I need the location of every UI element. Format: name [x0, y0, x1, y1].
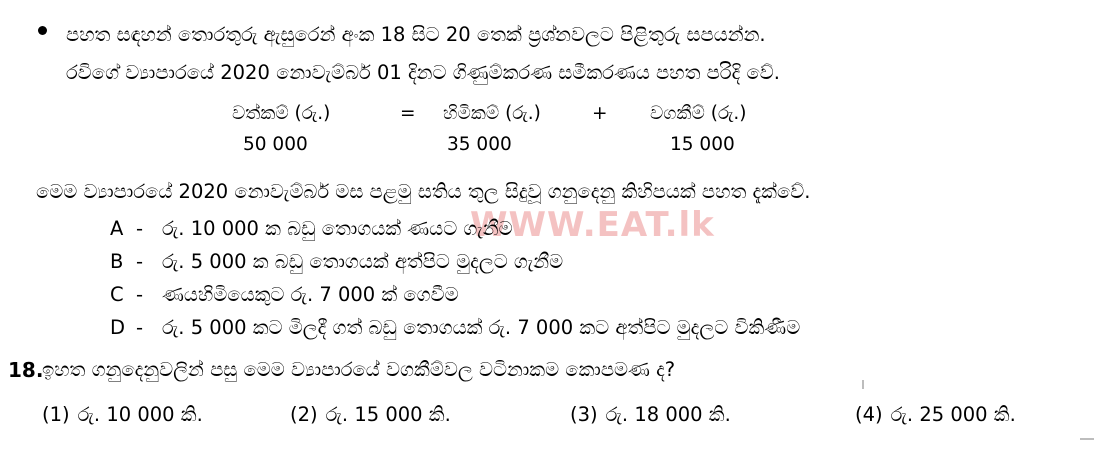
equation-equals-sign: =: [400, 103, 416, 124]
answer-option-1[interactable]: [42, 403, 203, 426]
list-item-letter: D: [110, 316, 126, 339]
equation-plus-sign: +: [592, 103, 608, 124]
watermark-text: WWW.EAT.lk: [470, 205, 715, 245]
answer-option-2-number: (2): [290, 403, 318, 426]
list-item: [110, 316, 800, 339]
list-item: [110, 250, 563, 273]
bullet-point-icon: [38, 26, 47, 35]
answer-option-4-number: (4): [855, 403, 883, 426]
list-item-letter: A: [110, 217, 124, 240]
answer-option-4[interactable]: [855, 403, 1016, 426]
answer-option-3[interactable]: [570, 403, 731, 426]
answer-option-4-text: රු. 25 000 කි.: [890, 403, 1016, 426]
scan-artifact-mark: [1080, 438, 1094, 440]
scan-artifact-mark: [862, 380, 864, 389]
answer-option-1-number: (1): [42, 403, 70, 426]
list-item-dash: -: [136, 316, 144, 339]
answer-option-3-text: රු. 18 000 කි.: [605, 403, 731, 426]
list-item-dash: -: [136, 250, 144, 273]
list-item-letter: B: [110, 250, 124, 273]
intro-line-2: රවිගේ ව්‍යාපාරයේ 2020 නොවැම්බර් 01 දිනට ගිණුම්කරණ සමීකරණය පහත පරිදි වේ.: [66, 61, 780, 84]
answer-option-2-text: රු. 15 000 කි.: [325, 403, 451, 426]
answer-option-3-number: (3): [570, 403, 598, 426]
equation-liabilities-label: වගකීම් (රු.): [650, 103, 747, 124]
list-item-text: රු. 5 000 ක බඩු තොගයක් අත්පිට මුදලට ගැනීම: [162, 250, 564, 273]
question-text: ඉහත ගනුදෙනුවලින් පසු මෙම ව්‍යාපාරයේ වගකීම්වල වටිනාකම කොපමණ ද?: [42, 358, 676, 381]
equation-liabilities-value: 15 000: [670, 134, 735, 155]
equation-equity-label: හිමිකම් (රු.): [443, 103, 541, 124]
equation-equity-value: 35 000: [447, 134, 512, 155]
list-item-text: ණයහිමියෙකුට රු. 7 000 ක් ගෙවීම: [162, 283, 459, 306]
list-item-text: රු. 5 000 කට මිලදී ගත් බඩු තොගයක් රු. 7 000 කට අත්පිට මුදලට විකිණීම: [162, 316, 801, 339]
list-item-text: රු. 10 000 ක බඩු තොගයක් ණයට ගැනීම: [162, 217, 513, 240]
answer-option-2[interactable]: [290, 403, 451, 426]
list-item: [110, 283, 459, 306]
list-item-letter: C: [110, 283, 124, 306]
list-item-dash: -: [136, 217, 144, 240]
equation-assets-label: වත්කම් (රු.): [232, 103, 331, 124]
list-item-dash: -: [136, 283, 144, 306]
equation-assets-value: 50 000: [243, 134, 308, 155]
list-item: [110, 217, 513, 240]
transactions-intro-text: මෙම ව්‍යාපාරයේ 2020 නොවැම්බර් මස පළමු සතිය තුල සිදුවූ ගනුදෙනු කිහිපයක් පහත දැක්වේ.: [36, 180, 811, 203]
answer-option-1-text: රු. 10 000 කි.: [77, 403, 203, 426]
intro-line-1: පහත සඳහන් තොරතුරු ඇසුරෙන් අංක 18 සිට 20 තෙක් ප්‍රශ්නවලට පිළිතුරු සපයන්න.: [66, 23, 766, 46]
question-number: 18.: [8, 358, 44, 382]
